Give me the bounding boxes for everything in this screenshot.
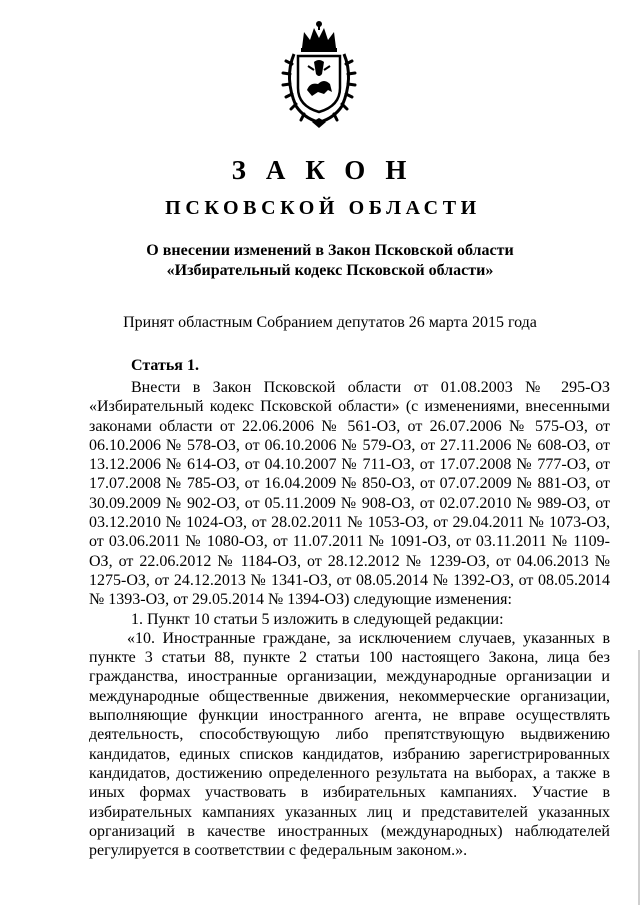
article-intro: Внести в Закон Псковской области от 01.08.2003 № 295-ОЗ «Избирательный кодекс Псковской области» (с изменениями, внесенными законами области от 22.06.2006 № 561-ОЗ, от 26.07.2006 № 575-ОЗ, от 06.10.2006 № 578-ОЗ, от 06.10.2006 № 579-ОЗ, от 27.11.2006 № 608-ОЗ, от 13.12.2006 № 614-ОЗ, от 04.10.2007 № 711-ОЗ, от 17.07.2008 № 777-ОЗ, от 17.07.2008 № 785-ОЗ, от 16.04.2009 № 850-ОЗ, от 07.07.2009 № 881-ОЗ, от 30.09.2009 № 902-ОЗ, от 05.11.2009 № 908-ОЗ, от 02.07.2010 № 989-ОЗ, от 03.12.2010 № 1024-ОЗ, от 28.02.2011 № 1053-ОЗ, от 29.04.2011 № 1073-ОЗ, от 03.06.2011 № 1080-ОЗ, от 11.07.2011 № 1091-ОЗ, от 03.11.2011 № 1109-ОЗ, от 22.06.2012 № 1184-ОЗ, от 28.12.2012 № 1239-ОЗ, от 04.06.2013 № 1275-ОЗ, от 24.12.2013 № 1341-ОЗ, от 08.05.2014 № 1392-ОЗ, от 08.05.2014 № 1393-ОЗ, от 29.05.2014 № 1394-ОЗ) следующие изменения: bbox=[89, 379, 610, 609]
adoption-note: Принят областным Собранием депутатов 26 марта 2015 года bbox=[123, 314, 537, 331]
article-body bbox=[89, 378, 610, 860]
law-subtitle bbox=[60, 241, 600, 281]
region-title: ПСКОВСКОЙ ОБЛАСТИ bbox=[165, 197, 481, 219]
article-quote: «10. Иностранные граждане, за исключением случаев, указанных в пункте 3 статьи 88, пункте 2 статьи 100 настоящего Закона, лица без гражданства, иностранные организации, международные организации и международные общественные движения, некоммерческие организации, выполняющие функции иностранного агента, не вправе осуществлять деятельность, способствующую либо препятствующую выдвижению кандидатов, единых списков кандидатов, избранию зарегистрированных кандидатов, достижению определенного результата на выборах, а также в иных формах участвовать в избирательных кампаниях. Участие в избирательных кампаниях указанных лиц и представителей указанных организаций в качестве иностранных (международных) наблюдателей регулируется в соответствии с федеральным законом.». bbox=[89, 629, 610, 860]
subtitle-line-1: О внесении изменений в Закон Псковской области bbox=[146, 242, 514, 259]
article-point-1: 1. Пункт 10 статьи 5 изложить в следующей редакции: bbox=[131, 610, 504, 628]
subtitle-line-2: «Избирательный кодекс Псковской области» bbox=[166, 262, 494, 279]
law-title: ЗАКОН bbox=[231, 155, 427, 185]
article-heading: Статья 1. bbox=[131, 357, 199, 374]
coat-of-arms-icon bbox=[274, 18, 364, 130]
